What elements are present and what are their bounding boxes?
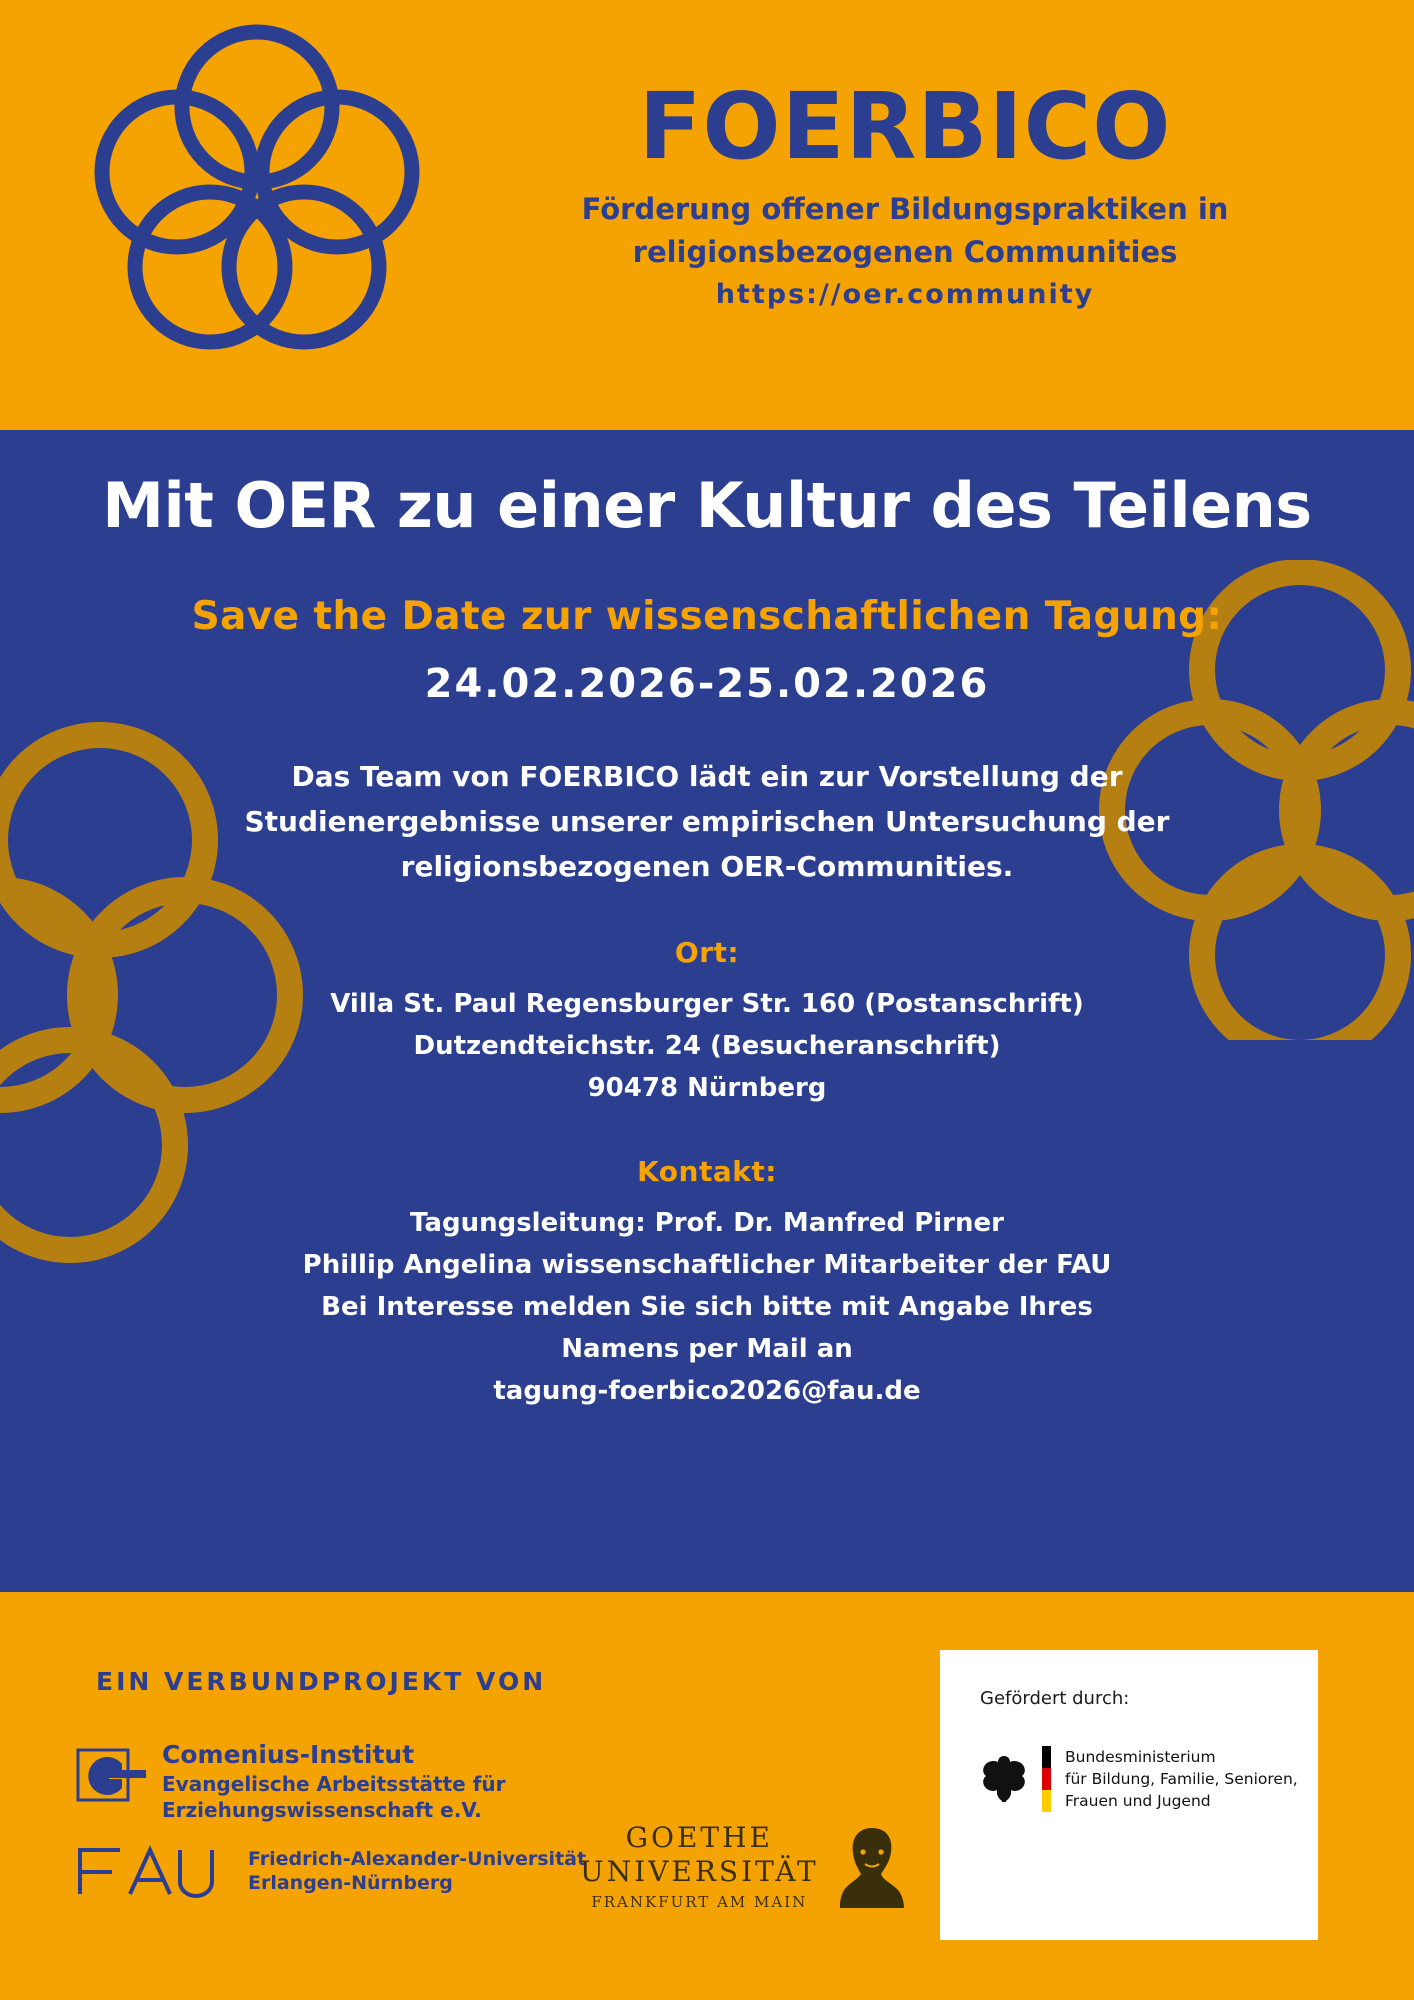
page-title: Mit OER zu einer Kultur des Teilens	[102, 469, 1312, 542]
intro-line: Studienergebnisse unserer empirischen Untersuchung der	[244, 804, 1170, 838]
foerbico-flower-logo	[82, 22, 432, 412]
brand-subtitle-line-2: religionsbezogenen Communities	[632, 235, 1178, 270]
contact-line: Tagungsleitung: Prof. Dr. Manfred Pirner	[410, 1207, 1004, 1238]
location-label: Ort:	[674, 935, 740, 969]
comenius-line-3: Erziehungswissenschaft e.V.	[162, 1798, 482, 1823]
ministry-line-2: für Bildung, Familie, Senioren,	[1065, 1770, 1298, 1788]
fau-text	[248, 1847, 586, 1896]
event-dates: 24.02.2026-25.02.2026	[424, 661, 990, 708]
project-url[interactable]: https://oer.community	[715, 278, 1095, 310]
contact-block	[0, 1202, 1414, 1413]
goethe-line-3: FRANKFURT AM MAIN	[591, 1892, 808, 1911]
german-flag-bar	[1042, 1746, 1051, 1812]
comenius-c-icon	[76, 1748, 148, 1814]
location-line: 90478 Nürnberg	[587, 1072, 827, 1103]
goethe-portrait-icon	[835, 1820, 909, 1912]
ministry-line-3: Frauen und Jugend	[1065, 1792, 1211, 1810]
location-block	[0, 983, 1414, 1109]
comenius-institut-logo	[76, 1738, 506, 1824]
funding-box	[940, 1650, 1318, 1940]
comenius-line-1: Comenius-Institut	[162, 1740, 415, 1769]
brand-title: FOERBICO	[638, 73, 1172, 180]
intro-line: religionsbezogenen OER-Communities.	[400, 849, 1014, 883]
ministry-name	[1065, 1746, 1298, 1812]
fau-logo	[72, 1842, 586, 1900]
contact-line: Bei Interesse melden Sie sich bitte mit Angabe Ihres	[321, 1292, 1093, 1323]
goethe-line-1: GOETHE	[625, 1821, 773, 1855]
intro-paragraph	[202, 755, 1212, 889]
contact-email[interactable]: tagung-foerbico2026@fau.de	[493, 1376, 921, 1407]
fau-wordmark-icon	[72, 1842, 232, 1900]
ministry-line-1: Bundesministerium	[1065, 1748, 1216, 1766]
partners-label: EIN VERBUNDPROJEKT VON	[96, 1667, 547, 1696]
bundesadler-icon	[976, 1746, 1032, 1812]
poster-main-band	[0, 430, 1414, 1592]
location-line: Dutzendteichstr. 24 (Besucheranschrift)	[413, 1030, 1001, 1061]
comenius-line-2: Evangelische Arbeitsstätte für	[162, 1772, 506, 1796]
save-the-date-label: Save the Date zur wissenschaftlichen Tagung:	[191, 594, 1223, 640]
ministry-row	[976, 1746, 1298, 1812]
contact-label: Kontakt:	[637, 1154, 777, 1188]
contact-line: Phillip Angelina wissenschaftlicher Mitarbeiter der FAU	[302, 1250, 1112, 1281]
fau-line-2: Erlangen-Nürnberg	[248, 1872, 453, 1894]
brand-subtitle-line-1: Förderung offener Bildungspraktiken in	[581, 191, 1229, 226]
goethe-universitaet-logo	[580, 1820, 909, 1912]
goethe-wordmark	[580, 1821, 819, 1911]
intro-line: Das Team von FOERBICO lädt ein zur Vorstellung der	[291, 760, 1123, 794]
poster-footer	[0, 1592, 1414, 2000]
goethe-line-2: UNIVERSITÄT	[580, 1855, 819, 1889]
poster-header	[0, 0, 1414, 430]
funded-by-label: Gefördert durch:	[980, 1688, 1130, 1709]
fau-line-1: Friedrich-Alexander-Universität	[248, 1847, 587, 1870]
location-line: Villa St. Paul Regensburger Str. 160 (Postanschrift)	[330, 988, 1084, 1019]
main-content	[0, 430, 1414, 1412]
header-text-block	[440, 73, 1370, 310]
contact-line: Namens per Mail an	[561, 1334, 853, 1365]
comenius-text	[162, 1738, 506, 1824]
